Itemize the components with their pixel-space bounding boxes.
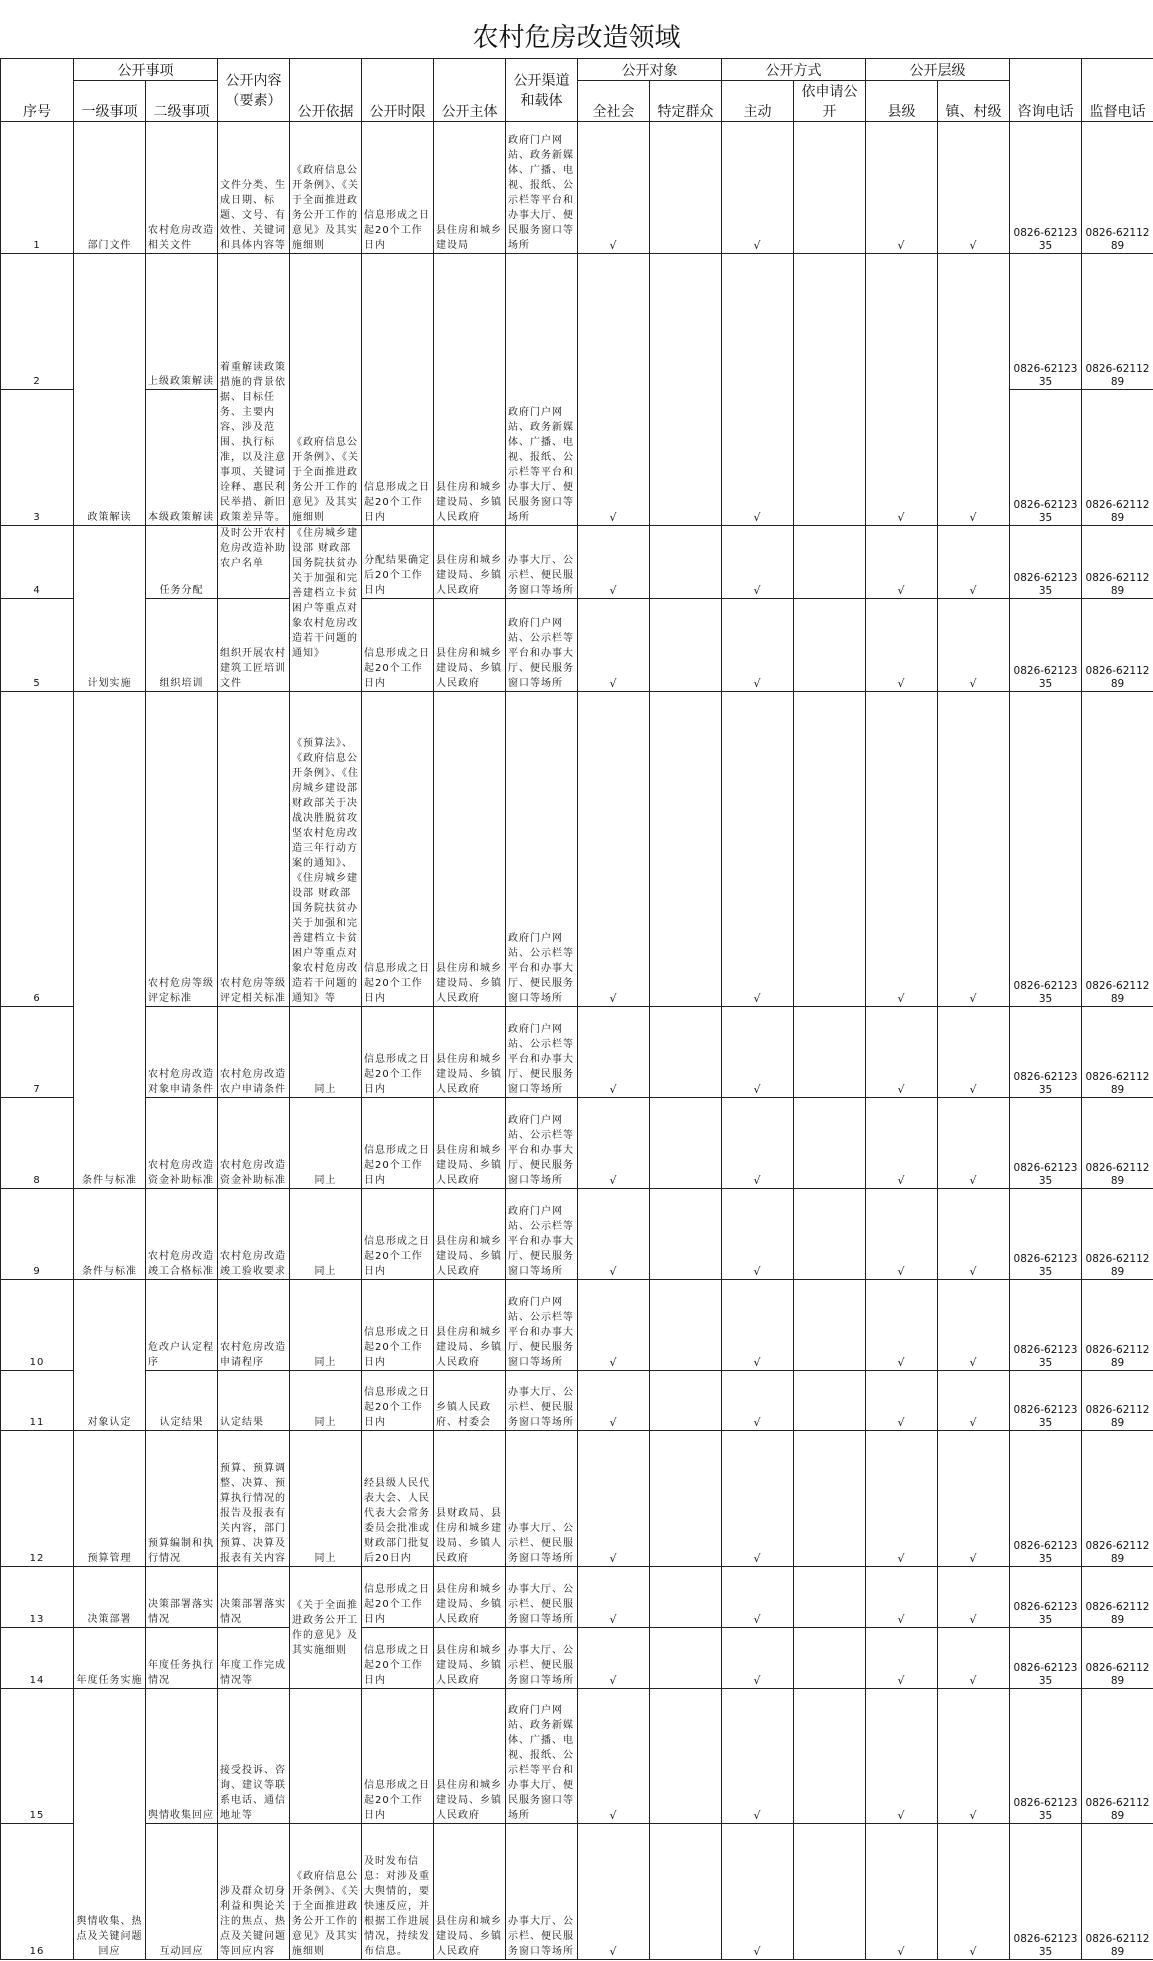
- cell-level2: 上级政策解读: [146, 254, 218, 390]
- check-mark: √: [866, 122, 938, 254]
- cell-subject: 县住房和城乡建设局、乡镇人民政府: [434, 1628, 506, 1689]
- check-mark: √: [938, 1567, 1010, 1628]
- consult-tel: 0826-6212335: [1010, 1189, 1082, 1280]
- cell-time: 信息形成之日起20个工作日内: [362, 1689, 434, 1824]
- cell-seq: 11: [1, 1371, 74, 1431]
- cell-empty: [650, 1824, 722, 1960]
- consult-tel: 0826-6212335: [1010, 1280, 1082, 1371]
- supervise-tel: 0826-6211289: [1082, 122, 1153, 254]
- check-mark: √: [722, 1007, 794, 1098]
- cell-subject: 县住房和城乡建设局、乡镇人民政府: [434, 599, 506, 692]
- check-mark: √: [938, 1007, 1010, 1098]
- disclosure-table: [0, 58, 1153, 1960]
- header-gongkai-shixiang: 公开事项: [74, 59, 218, 81]
- check-mark: √: [866, 1824, 938, 1960]
- cell-channel: 政府门户网站、政务新媒体、广播、电视、报纸、公示栏等平台和办事大厅、便民服务窗口等场所: [506, 122, 578, 254]
- check-mark: √: [722, 1098, 794, 1189]
- supervise-tel: 0826-6211289: [1082, 1098, 1153, 1189]
- cell-content: 农村危房改造资金补助标准: [218, 1098, 290, 1189]
- cell-content: 着重解读政策措施的背景依据、目标任务、主要内容、涉及范围、执行标准，以及注意事项、关键词诠释、惠民利民举措、新旧政策差异等。: [218, 254, 290, 526]
- cell-time: 信息形成之日起20个工作日内: [362, 1628, 434, 1689]
- cell-level1: 舆情收集、热点及关键问题回应: [74, 1689, 146, 1960]
- cell-content: 认定结果: [218, 1371, 290, 1431]
- cell-empty: [650, 122, 722, 254]
- supervise-tel: 0826-6211289: [1082, 1431, 1153, 1567]
- supervise-tel: 0826-6211289: [1082, 526, 1153, 599]
- cell-level2: 认定结果: [146, 1371, 218, 1431]
- cell-basis: 《住房城乡建设部 财政部 国务院扶贫办关于加强和完善建档立卡贫困户等重点对象农村危房改造若干问题的通知》: [290, 526, 362, 692]
- table-row: [1, 692, 1153, 1007]
- check-mark: √: [938, 599, 1010, 692]
- cell-empty: [650, 1567, 722, 1628]
- cell-channel: 政府门户网站、公示栏等平台和办事大厅、便民服务窗口等场所: [506, 692, 578, 1007]
- cell-content: 农村危房改造竣工验收要求: [218, 1189, 290, 1280]
- check-mark: √: [722, 1689, 794, 1824]
- check-mark: √: [866, 526, 938, 599]
- cell-empty: [290, 1689, 362, 1824]
- check-mark: √: [722, 1824, 794, 1960]
- cell-empty: [650, 1098, 722, 1189]
- check-mark: √: [722, 526, 794, 599]
- check-mark: √: [938, 254, 1010, 526]
- cell-level2: 任务分配: [146, 526, 218, 599]
- cell-empty: [650, 1007, 722, 1098]
- header-level: 公开层级: [866, 59, 1010, 81]
- table-row: [1, 1824, 1153, 1960]
- supervise-tel: 0826-6211289: [1082, 599, 1153, 692]
- cell-subject: 县住房和城乡建设局、乡镇人民政府: [434, 1689, 506, 1824]
- check-mark: √: [938, 1824, 1010, 1960]
- cell-seq: 4: [1, 526, 74, 599]
- header-method-apply: 依申请公开: [794, 81, 866, 122]
- cell-channel: 政府门户网站、公示栏等平台和办事大厅、便民服务窗口等场所: [506, 599, 578, 692]
- table-row: [1, 254, 1153, 390]
- consult-tel: 0826-6212335: [1010, 254, 1082, 390]
- check-mark: √: [938, 692, 1010, 1007]
- cell-empty: [650, 1689, 722, 1824]
- check-mark: √: [578, 1371, 650, 1431]
- check-mark: √: [578, 599, 650, 692]
- cell-empty: [650, 599, 722, 692]
- supervise-tel: 0826-6211289: [1082, 1628, 1153, 1689]
- cell-channel: 政府门户网站、政务新媒体、广播、电视、报纸、公示栏等平台和办事大厅、便民服务窗口等场所: [506, 254, 578, 526]
- cell-level1: 部门文件: [74, 122, 146, 254]
- cell-basis: 同上: [290, 1431, 362, 1567]
- cell-content: 农村危房等级评定相关标准: [218, 692, 290, 1007]
- check-mark: √: [578, 254, 650, 526]
- cell-subject: 县住房和城乡建设局、乡镇人民政府: [434, 692, 506, 1007]
- consult-tel: 0826-6212335: [1010, 1371, 1082, 1431]
- cell-content: 及时公开农村危房改造补助农户名单: [218, 526, 290, 599]
- check-mark: √: [866, 1431, 938, 1567]
- check-mark: √: [722, 1280, 794, 1371]
- cell-seq: 2: [1, 254, 74, 390]
- cell-subject: 县住房和城乡建设局、乡镇人民政府: [434, 1098, 506, 1189]
- supervise-tel: 0826-6211289: [1082, 390, 1153, 526]
- page-title: 农村危房改造领域: [472, 23, 681, 53]
- header-channel: 公开渠道和载体: [506, 59, 578, 122]
- cell-channel: 办事大厅、公示栏、便民服务窗口等场所: [506, 1371, 578, 1431]
- check-mark: √: [578, 1824, 650, 1960]
- cell-time: 信息形成之日起20个工作日内: [362, 122, 434, 254]
- cell-empty: [794, 254, 866, 526]
- cell-level2: 农村危房改造相关文件: [146, 122, 218, 254]
- cell-empty: [794, 526, 866, 599]
- supervise-tel: 0826-6211289: [1082, 1824, 1153, 1960]
- cell-level1: 预算管理: [74, 1431, 146, 1567]
- cell-seq: 14: [1, 1628, 74, 1689]
- cell-channel: 政府门户网站、公示栏等平台和办事大厅、便民服务窗口等场所: [506, 1189, 578, 1280]
- cell-channel: 办事大厅、公示栏、便民服务窗口等场所: [506, 1431, 578, 1567]
- cell-subject: 县住房和城乡建设局、乡镇人民政府: [434, 1007, 506, 1098]
- cell-seq: 3: [1, 390, 74, 526]
- cell-seq: 10: [1, 1280, 74, 1371]
- check-mark: √: [866, 254, 938, 526]
- cell-seq: 6: [1, 692, 74, 1007]
- cell-basis: 同上: [290, 1280, 362, 1371]
- supervise-tel: 0826-6211289: [1082, 1189, 1153, 1280]
- cell-content: 决策部署落实情况: [218, 1567, 290, 1628]
- cell-content: 组织开展农村建筑工匠培训文件: [218, 599, 290, 692]
- check-mark: √: [866, 692, 938, 1007]
- consult-tel: 0826-6212335: [1010, 1567, 1082, 1628]
- cell-empty: [650, 692, 722, 1007]
- cell-subject: 县财政局、县住房和城乡建设局、乡镇人民政府: [434, 1431, 506, 1567]
- cell-subject: 县住房和城乡建设局、乡镇人民政府: [434, 526, 506, 599]
- check-mark: √: [578, 1280, 650, 1371]
- header-method-active: 主动: [722, 81, 794, 122]
- check-mark: √: [578, 1567, 650, 1628]
- check-mark: √: [722, 1567, 794, 1628]
- check-mark: √: [578, 1628, 650, 1689]
- check-mark: √: [722, 692, 794, 1007]
- check-mark: √: [938, 1371, 1010, 1431]
- check-mark: √: [866, 1007, 938, 1098]
- cell-level2: 互动回应: [146, 1824, 218, 1960]
- cell-channel: 办事大厅、公示栏、便民服务窗口等场所: [506, 1628, 578, 1689]
- header-time-limit: 公开时限: [362, 59, 434, 122]
- cell-empty: [794, 1280, 866, 1371]
- cell-channel: 政府门户网站、公示栏等平台和办事大厅、便民服务窗口等场所: [506, 1280, 578, 1371]
- cell-content: 文件分类、生成日期、标题、文号、有效性、关键词和具体内容等: [218, 122, 290, 254]
- cell-time: 信息形成之日起20个工作日内: [362, 1371, 434, 1431]
- table-row: [1, 599, 1153, 692]
- check-mark: √: [722, 1371, 794, 1431]
- consult-tel: 0826-6212335: [1010, 390, 1082, 526]
- cell-subject: 县住房和城乡建设局、乡镇人民政府: [434, 1824, 506, 1960]
- header-content: 公开内容（要素）: [218, 59, 290, 122]
- check-mark: √: [722, 1431, 794, 1567]
- cell-empty: [650, 1280, 722, 1371]
- table-row: [1, 1371, 1153, 1431]
- cell-subject: 县住房和城乡建设局、乡镇人民政府: [434, 254, 506, 526]
- cell-basis: 《关于全面推进政务公开工作的意见》及其实施细则: [290, 1567, 362, 1689]
- table-row: [1, 122, 1153, 254]
- consult-tel: 0826-6212335: [1010, 1824, 1082, 1960]
- cell-seq: 1: [1, 122, 74, 254]
- cell-empty: [794, 1689, 866, 1824]
- cell-time: 及时发布信息：对涉及重大舆情的，要快速反应，并根据工作进展情况，持续发布信息。: [362, 1824, 434, 1960]
- table-row: [1, 1280, 1153, 1371]
- check-mark: √: [866, 599, 938, 692]
- cell-empty: [794, 1098, 866, 1189]
- header-level2: 二级事项: [146, 81, 218, 122]
- cell-level2: 农村危房改造竣工合格标准: [146, 1189, 218, 1280]
- cell-basis: 《政府信息公开条例》、《关于全面推进政务公开工作的意见》及其实施细则: [290, 254, 362, 526]
- check-mark: √: [578, 692, 650, 1007]
- cell-empty: [650, 1371, 722, 1431]
- check-mark: √: [578, 1098, 650, 1189]
- header-seq: 序号: [1, 59, 74, 122]
- header-target-specific: 特定群众: [650, 81, 722, 122]
- check-mark: √: [578, 1689, 650, 1824]
- cell-basis: 《政府信息公开条例》、《关于全面推进政务公开工作的意见》及其实施细则: [290, 122, 362, 254]
- cell-channel: 办事大厅、公示栏、便民服务窗口等场所: [506, 1824, 578, 1960]
- cell-basis: 同上: [290, 1098, 362, 1189]
- check-mark: √: [578, 122, 650, 254]
- cell-seq: 9: [1, 1189, 74, 1280]
- cell-empty: [650, 1628, 722, 1689]
- cell-time: 分配结果确定后20个工作日内: [362, 526, 434, 599]
- check-mark: √: [578, 1431, 650, 1567]
- check-mark: √: [938, 1098, 1010, 1189]
- check-mark: √: [722, 254, 794, 526]
- table-row: [1, 1567, 1153, 1628]
- header-target: 公开对象: [578, 59, 722, 81]
- check-mark: √: [866, 1628, 938, 1689]
- cell-basis: 同上: [290, 1371, 362, 1431]
- supervise-tel: 0826-6211289: [1082, 1280, 1153, 1371]
- consult-tel: 0826-6212335: [1010, 1098, 1082, 1189]
- cell-time: 信息形成之日起20个工作日内: [362, 599, 434, 692]
- cell-level2: 决策部署落实情况: [146, 1567, 218, 1628]
- table-row: [1, 1189, 1153, 1280]
- header-consult-tel: 咨询电话: [1010, 59, 1082, 122]
- cell-content: 农村危房改造申请程序: [218, 1280, 290, 1371]
- header-level1: 一级事项: [74, 81, 146, 122]
- cell-empty: [794, 599, 866, 692]
- supervise-tel: 0826-6211289: [1082, 692, 1153, 1007]
- table-row: [1, 526, 1153, 599]
- header-level-county: 县级: [866, 81, 938, 122]
- cell-content: 预算、预算调整、决算、预算执行情况的报告及报表有关内容，部门预算、决算及报表有关内容: [218, 1431, 290, 1567]
- check-mark: √: [866, 1689, 938, 1824]
- cell-content: 年度工作完成情况等: [218, 1628, 290, 1689]
- check-mark: √: [938, 1280, 1010, 1371]
- header-method: 公开方式: [722, 59, 866, 81]
- supervise-tel: 0826-6211289: [1082, 1689, 1153, 1824]
- cell-empty: [650, 1189, 722, 1280]
- cell-seq: 13: [1, 1567, 74, 1628]
- cell-level1: 政策解读: [74, 254, 146, 526]
- cell-empty: [794, 1824, 866, 1960]
- supervise-tel: 0826-6211289: [1082, 1371, 1153, 1431]
- cell-channel: 办事大厅、公示栏、便民服务窗口等场所: [506, 526, 578, 599]
- cell-level2: 组织培训: [146, 599, 218, 692]
- cell-basis: 同上: [290, 1007, 362, 1098]
- cell-level1: 计划实施: [74, 526, 146, 692]
- check-mark: √: [866, 1371, 938, 1431]
- table-row: [1, 1628, 1153, 1689]
- check-mark: √: [722, 1189, 794, 1280]
- table-row: [1, 1098, 1153, 1189]
- cell-level1: 决策部署: [74, 1567, 146, 1628]
- cell-seq: 7: [1, 1007, 74, 1098]
- cell-empty: [794, 1371, 866, 1431]
- cell-channel: 办事大厅、公示栏、便民服务窗口等场所: [506, 1567, 578, 1628]
- header-supervise-tel: 监督电话: [1082, 59, 1153, 122]
- cell-seq: 16: [1, 1824, 74, 1960]
- cell-content: 农村危房改造农户申请条件: [218, 1007, 290, 1098]
- cell-seq: 5: [1, 599, 74, 692]
- cell-basis: 同上: [290, 1189, 362, 1280]
- cell-empty: [794, 1007, 866, 1098]
- supervise-tel: 0826-6211289: [1082, 1007, 1153, 1098]
- cell-seq: 12: [1, 1431, 74, 1567]
- table-row: [1, 1431, 1153, 1567]
- supervise-tel: 0826-6211289: [1082, 1567, 1153, 1628]
- cell-empty: [794, 122, 866, 254]
- check-mark: √: [938, 1628, 1010, 1689]
- check-mark: √: [866, 1189, 938, 1280]
- cell-level2: 农村危房改造对象申请条件: [146, 1007, 218, 1098]
- cell-subject: 县住房和城乡建设局: [434, 122, 506, 254]
- consult-tel: 0826-6212335: [1010, 122, 1082, 254]
- table-row: [1, 1007, 1153, 1098]
- cell-empty: [794, 1189, 866, 1280]
- check-mark: √: [938, 1689, 1010, 1824]
- check-mark: √: [866, 1567, 938, 1628]
- cell-time: 信息形成之日起20个工作日内: [362, 692, 434, 1007]
- cell-level1: 对象认定: [74, 1280, 146, 1431]
- cell-seq: 15: [1, 1689, 74, 1824]
- cell-time: 信息形成之日起20个工作日内: [362, 1098, 434, 1189]
- cell-subject: 县住房和城乡建设局、乡镇人民政府: [434, 1280, 506, 1371]
- consult-tel: 0826-6212335: [1010, 692, 1082, 1007]
- check-mark: √: [866, 1098, 938, 1189]
- cell-empty: [650, 254, 722, 526]
- cell-time: 信息形成之日起20个工作日内: [362, 254, 434, 526]
- header-row-2: [1, 81, 1153, 122]
- cell-empty: [650, 526, 722, 599]
- cell-level1: 条件与标准: [74, 692, 146, 1189]
- consult-tel: 0826-6212335: [1010, 526, 1082, 599]
- cell-seq: 8: [1, 1098, 74, 1189]
- cell-time: 信息形成之日起20个工作日内: [362, 1007, 434, 1098]
- cell-time: 信息形成之日起20个工作日内: [362, 1189, 434, 1280]
- cell-level2: 预算编制和执行情况: [146, 1431, 218, 1567]
- cell-basis: 《预算法》、《政府信息公开条例》、《住房城乡建设部财政部关于决战决胜脱贫攻坚农村危房改造三年行动方案的通知》、《住房城乡建设部 财政部国务院扶贫办关于加强和完善建档立卡贫困户等重点对象农村危房改造若干问题的通知》等: [290, 692, 362, 1007]
- check-mark: √: [578, 526, 650, 599]
- header-subject: 公开主体: [434, 59, 506, 122]
- cell-content: 接受投诉、咨询、建议等联系电话、通信地址等: [218, 1689, 290, 1824]
- check-mark: √: [722, 122, 794, 254]
- header-target-all: 全社会: [578, 81, 650, 122]
- cell-empty: [794, 1431, 866, 1567]
- supervise-tel: 0826-6211289: [1082, 254, 1153, 390]
- cell-subject: 县住房和城乡建设局、乡镇人民政府: [434, 1189, 506, 1280]
- table-row: [1, 1689, 1153, 1824]
- check-mark: √: [938, 122, 1010, 254]
- cell-empty: [794, 1567, 866, 1628]
- consult-tel: 0826-6212335: [1010, 599, 1082, 692]
- cell-subject: 乡镇人民政府、村委会: [434, 1371, 506, 1431]
- cell-basis: 《政府信息公开条例》、《关于全面推进政务公开工作的意见》及其实施细则: [290, 1824, 362, 1960]
- cell-empty: [650, 1431, 722, 1567]
- cell-empty: [794, 1628, 866, 1689]
- consult-tel: 0826-6212335: [1010, 1007, 1082, 1098]
- header-level-town: 镇、村级: [938, 81, 1010, 122]
- consult-tel: 0826-6212335: [1010, 1689, 1082, 1824]
- cell-time: 信息形成之日起20个工作日内: [362, 1280, 434, 1371]
- cell-level2: 本级政策解读: [146, 390, 218, 526]
- consult-tel: 0826-6212335: [1010, 1628, 1082, 1689]
- check-mark: √: [938, 526, 1010, 599]
- cell-level2: 农村危房改造资金补助标准: [146, 1098, 218, 1189]
- cell-channel: 政府门户网站、政务新媒体、广播、电视、报纸、公示栏等平台和办事大厅、便民服务窗口等场所: [506, 1689, 578, 1824]
- header-row-1: [1, 59, 1153, 81]
- cell-channel: 政府门户网站、公示栏等平台和办事大厅、便民服务窗口等场所: [506, 1007, 578, 1098]
- cell-content: 涉及群众切身利益和舆论关注的焦点、热点及关键问题等回应内容: [218, 1824, 290, 1960]
- cell-level1: 条件与标准: [74, 1189, 146, 1280]
- cell-subject: 县住房和城乡建设局、乡镇人民政府: [434, 1567, 506, 1628]
- check-mark: √: [938, 1189, 1010, 1280]
- cell-level2: 农村危房等级评定标准: [146, 692, 218, 1007]
- check-mark: √: [578, 1189, 650, 1280]
- check-mark: √: [722, 1628, 794, 1689]
- cell-empty: [794, 692, 866, 1007]
- cell-time: 经县级人民代表大会、人民代表大会常务委员会批准或财政部门批复后20日内: [362, 1431, 434, 1567]
- cell-level2: 年度任务执行情况: [146, 1628, 218, 1689]
- check-mark: √: [578, 1007, 650, 1098]
- header-basis: 公开依据: [290, 59, 362, 122]
- consult-tel: 0826-6212335: [1010, 1431, 1082, 1567]
- cell-channel: 政府门户网站、公示栏等平台和办事大厅、便民服务窗口等场所: [506, 1098, 578, 1189]
- check-mark: √: [866, 1280, 938, 1371]
- check-mark: √: [722, 599, 794, 692]
- check-mark: √: [938, 1431, 1010, 1567]
- cell-level1: 年度任务实施: [74, 1628, 146, 1689]
- cell-time: 信息形成之日起20个工作日内: [362, 1567, 434, 1628]
- cell-level2: 舆情收集回应: [146, 1689, 218, 1824]
- cell-level2: 危改户认定程序: [146, 1280, 218, 1371]
